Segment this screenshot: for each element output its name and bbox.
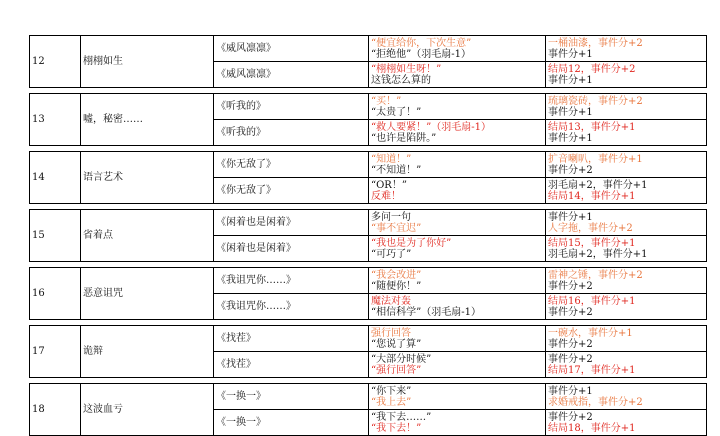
table-row: [30, 210, 707, 236]
option-result: 事件分+2: [548, 411, 593, 423]
dialog-option: “栩栩如生呀！”: [371, 63, 442, 75]
dialog-option: “拒绝他”（羽毛扇-1）: [371, 48, 471, 60]
option-result: 一碗水，事件分+1: [548, 327, 633, 339]
event-number: 14: [30, 152, 81, 204]
dialog-option: 多问一句: [371, 211, 411, 223]
option-result: 事件分+2: [548, 353, 593, 365]
dialog-option: 反难！: [371, 190, 401, 202]
event-name: 恶意诅咒: [81, 268, 214, 320]
table-row: [30, 36, 707, 62]
dialog-option: “事不宜迟”: [371, 222, 422, 234]
trigger-item: 《闲着也是闲着》: [214, 236, 369, 262]
option-result: 结局16，事件分+1: [548, 295, 636, 307]
option-results: [546, 384, 707, 410]
option-result: 事件分+2: [548, 338, 593, 350]
trigger-item: 《找茬》: [214, 352, 369, 378]
option-result: 结局14，事件分+1: [548, 190, 636, 202]
option-results: [546, 236, 707, 262]
dialog-options: [369, 62, 546, 88]
dialog-option: “我也是为了你好”: [371, 237, 452, 249]
trigger-item: 《听我的》: [214, 94, 369, 120]
option-result: 雷神之锤，事件分+2: [548, 269, 643, 281]
dialog-option: 魔法对轰: [371, 295, 411, 307]
table-row: [30, 152, 707, 178]
dialog-options: [369, 410, 546, 436]
trigger-item: 《一换一》: [214, 384, 369, 410]
option-results: [546, 178, 707, 204]
trigger-item: 《我诅咒你……》: [214, 268, 369, 294]
dialog-option: “大部分时候”: [371, 353, 432, 365]
dialog-option: “我会改进”: [371, 269, 422, 281]
trigger-item: 《你无敌了》: [214, 178, 369, 204]
option-result: 事件分+1: [548, 132, 593, 144]
dialog-option: “你下来”: [371, 385, 412, 397]
option-result: 琉璃瓷砖，事件分+2: [548, 95, 643, 107]
option-results: [546, 62, 707, 88]
option-result: 事件分+1: [548, 211, 593, 223]
event-number: 13: [30, 94, 81, 146]
option-result: 事件分+2: [548, 280, 593, 292]
event-number: 18: [30, 384, 81, 436]
option-results: [546, 352, 707, 378]
option-result: 事件分+1: [548, 74, 593, 86]
dialog-options: [369, 152, 546, 178]
dialog-options: [369, 384, 546, 410]
table-row: [30, 268, 707, 294]
dialog-options: [369, 178, 546, 204]
trigger-item: 《找茬》: [214, 326, 369, 352]
dialog-options: [369, 294, 546, 320]
option-result: 结局17，事件分+1: [548, 364, 636, 376]
trigger-item: 《一换一》: [214, 410, 369, 436]
dialog-option: “OR！”: [371, 179, 407, 191]
option-result: 扩音喇叭，事件分+1: [548, 153, 643, 165]
trigger-item: 《听我的》: [214, 120, 369, 146]
dialog-option: “我下去……”: [371, 411, 432, 423]
dialog-option: “救人要紧！”（羽毛扇-1）: [371, 121, 491, 133]
events-table: [29, 35, 707, 436]
option-result: 人字拖，事件分+2: [548, 222, 633, 234]
option-results: [546, 294, 707, 320]
option-result: 一桶油漆，事件分+2: [548, 37, 643, 49]
option-result: 事件分+1: [548, 106, 593, 118]
option-results: [546, 210, 707, 236]
dialog-option: “我上去”: [371, 396, 412, 408]
dialog-option: “随便你！”: [371, 280, 422, 292]
event-number: 12: [30, 36, 81, 88]
option-result: 事件分+2: [548, 164, 593, 176]
dialog-option: 强行回答: [371, 327, 411, 339]
dialog-options: [369, 352, 546, 378]
table-row: [30, 326, 707, 352]
dialog-options: [369, 268, 546, 294]
dialog-options: [369, 236, 546, 262]
event-number: 17: [30, 326, 81, 378]
event-name: 嘘，秘密……: [81, 94, 214, 146]
dialog-option: “不知道！”: [371, 164, 422, 176]
option-result: 求婚戒指，事件分+2: [548, 396, 643, 408]
dialog-option: “强行回答”: [371, 364, 422, 376]
dialog-option: “买！”: [371, 95, 402, 107]
option-result: 羽毛扇+2，事件分+1: [548, 248, 648, 260]
dialog-options: [369, 326, 546, 352]
option-results: [546, 410, 707, 436]
dialog-option: “可巧了”: [371, 248, 412, 260]
option-results: [546, 94, 707, 120]
table-row: [30, 384, 707, 410]
dialog-option: “知道！”: [371, 153, 412, 165]
event-name: 诡辩: [81, 326, 214, 378]
event-name: 栩栩如生: [81, 36, 214, 88]
dialog-option: “相信科学”（羽毛扇-1）: [371, 306, 481, 318]
option-result: 羽毛扇+2，事件分+1: [548, 179, 648, 191]
dialog-options: [369, 36, 546, 62]
trigger-item: 《威风凛凛》: [214, 62, 369, 88]
option-results: [546, 120, 707, 146]
option-result: 结局13，事件分+1: [548, 121, 636, 133]
option-result: 事件分+1: [548, 385, 593, 397]
option-result: 事件分+2: [548, 306, 593, 318]
dialog-option: “也许是陷阱。”: [371, 132, 437, 144]
dialog-option: 这钱怎么算的: [371, 74, 431, 86]
option-results: [546, 268, 707, 294]
dialog-option: “您说了算”: [371, 338, 422, 350]
option-results: [546, 326, 707, 352]
option-result: 事件分+1: [548, 48, 593, 60]
event-name: 语言艺术: [81, 152, 214, 204]
option-result: 结局15，事件分+1: [548, 237, 636, 249]
event-name: 省着点: [81, 210, 214, 262]
dialog-option: “我下去！”: [371, 422, 422, 434]
trigger-item: 《闲着也是闲着》: [214, 210, 369, 236]
dialog-options: [369, 210, 546, 236]
events-document: [29, 35, 707, 436]
option-result: 结局12，事件分+2: [548, 63, 636, 75]
event-name: 这波血亏: [81, 384, 214, 436]
option-results: [546, 152, 707, 178]
table-row: [30, 94, 707, 120]
trigger-item: 《你无敌了》: [214, 152, 369, 178]
option-result: 结局18，事件分+1: [548, 422, 636, 434]
option-results: [546, 36, 707, 62]
trigger-item: 《威风凛凛》: [214, 36, 369, 62]
dialog-options: [369, 120, 546, 146]
trigger-item: 《我诅咒你……》: [214, 294, 369, 320]
event-number: 15: [30, 210, 81, 262]
dialog-option: “太贵了！”: [371, 106, 422, 118]
dialog-option: “便宜给你，下次生意”: [371, 37, 472, 49]
event-number: 16: [30, 268, 81, 320]
dialog-options: [369, 94, 546, 120]
